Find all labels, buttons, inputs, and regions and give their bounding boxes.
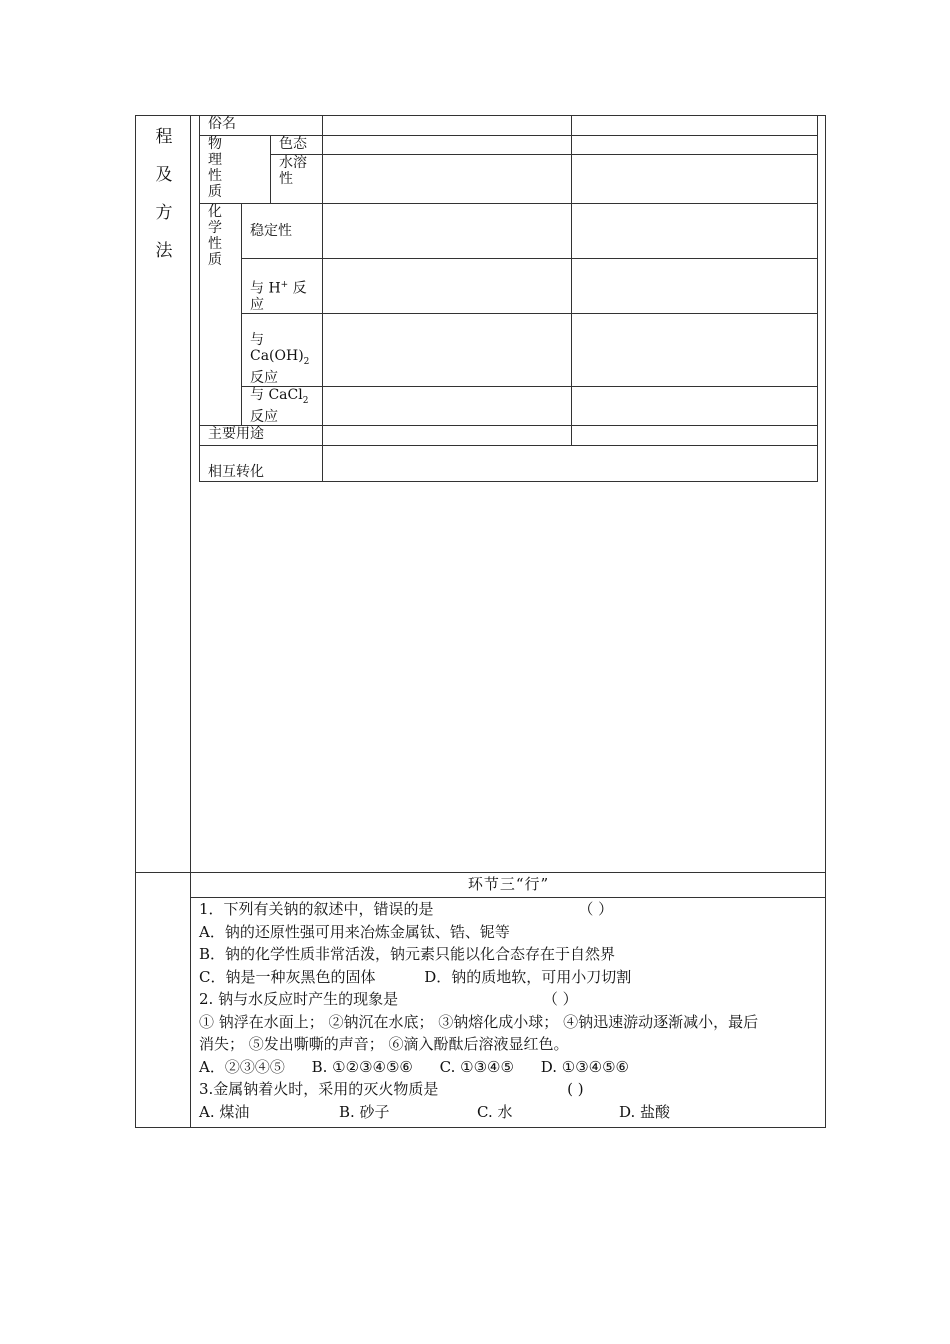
question-2-line2: 消失； ⑤发出嘶嘶的声音； ⑥滴入酚酞后溶液显红色。 <box>199 1035 569 1053</box>
side-char: 法 <box>155 241 173 261</box>
cell-conversion: 相互转化 <box>200 445 323 481</box>
side-char: 及 <box>155 165 173 185</box>
cell-react-cacl: 与 CaCl$_2$ 反应 <box>242 386 323 425</box>
option-1cd: C．钠是一种灰黑色的固体 D．钠的质地软，可用小刀切割 <box>199 967 632 986</box>
question-list <box>199 898 821 1123</box>
table-cell <box>323 445 818 481</box>
table-cell <box>572 425 818 445</box>
cell-physical: 物理性质 <box>200 136 271 204</box>
option-1b: B．钠的化学性质非常活泼，钠元素只能以化合态存在于自然界 <box>199 945 616 963</box>
cell-common-name: 俗名 <box>200 116 323 136</box>
cell-stability: 稳定性 <box>242 204 323 259</box>
table-cell <box>572 314 818 387</box>
cell-react-caoh: 与 $Ca(OH)_2$ 反应 <box>242 314 323 387</box>
question-2: 2. 钠与水反应时产生的现象是 （ ） <box>199 990 578 1008</box>
option-2: A．②③④⑤ B. ①②③④⑤⑥ C. ①③④⑤ D. ①③④⑤⑥ <box>199 1057 629 1076</box>
question-1: 1．下列有关钠的叙述中，错误的是 （ ） <box>199 900 614 918</box>
option-1a: A．钠的还原性强可用来冶炼金属钛、锆、铌等 <box>199 922 510 941</box>
table-cell <box>572 259 818 314</box>
side-char: 方 <box>155 203 173 223</box>
section-title: 环节三“行” <box>467 875 550 893</box>
table-cell <box>572 386 818 425</box>
side-label <box>150 118 178 270</box>
cell-chemical: 化学性质 <box>200 204 242 426</box>
cell-color-state: 色态 <box>271 136 323 155</box>
table-cell <box>572 136 818 155</box>
table-cell <box>323 155 572 204</box>
table-cell <box>323 259 572 314</box>
table-cell <box>323 386 572 425</box>
cell-main-use: 主要用途 <box>200 425 323 445</box>
table-cell <box>323 425 572 445</box>
question-2-line1: ① 钠浮在水面上； ②钠沉在水底； ③钠熔化成小球； ④钠迅速游动逐渐减小，最后 <box>199 1012 759 1031</box>
table-cell <box>323 116 572 136</box>
table-cell <box>572 116 818 136</box>
property-table <box>199 115 818 482</box>
table-cell <box>323 136 572 155</box>
option-3: A. 煤油 B. 砂子 C. 水 D. 盐酸 <box>199 1102 671 1121</box>
table-cell <box>323 204 572 259</box>
cell-solubility: 水溶性 <box>271 155 323 204</box>
column-divider <box>190 115 191 1128</box>
table-cell <box>572 155 818 204</box>
table-cell <box>572 204 818 259</box>
side-char: 程 <box>155 127 173 147</box>
table-cell <box>323 314 572 387</box>
question-3: 3.金属钠着火时，采用的灭火物质是 ( ) <box>199 1080 584 1098</box>
cell-react-h: 与 H+ 反 应 <box>242 259 323 314</box>
